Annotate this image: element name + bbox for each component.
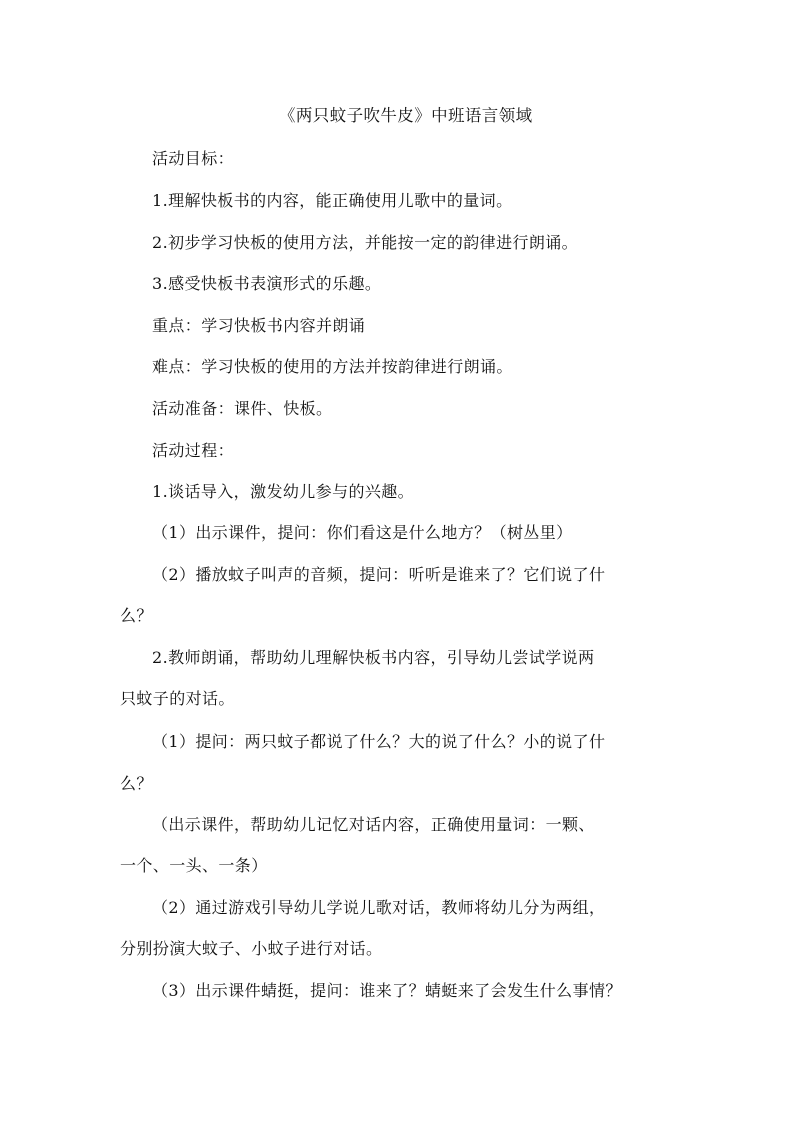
document-title: 《两只蚊子吹牛皮》中班语言领域 (279, 106, 533, 125)
step-1-heading: 1.谈话导入，激发幼儿参与的兴趣。 (152, 482, 415, 501)
step-2-heading-continued: 只蚊子的对话。 (120, 689, 235, 708)
step-2-item-2: （2）通过游戏引导幼儿学说儿歌对话，教师将幼儿分为两组， (152, 898, 606, 917)
objective-3: 3.感受快板书表演形式的乐趣。 (152, 274, 382, 293)
step-2-heading: 2.教师朗诵，帮助幼儿理解快板书内容，引导幼儿尝试学说两 (152, 648, 595, 667)
step-2-note-continued: 一个、一头、一条） (120, 856, 268, 875)
step-2-item-2-continued: 分别扮演大蚊子、小蚊子进行对话。 (120, 939, 383, 958)
step-1-item-2: （2）播放蚊子叫声的音频，提问：听听是谁来了？它们说了什 (152, 565, 606, 584)
step-2-note: （出示课件，帮助幼儿记忆对话内容，正确使用量词：一颗、 (152, 815, 595, 834)
objective-2: 2.初步学习快板的使用方法，并能按一定的韵律进行朗诵。 (152, 233, 579, 252)
objective-1: 1.理解快板书的内容，能正确使用儿歌中的量词。 (152, 191, 513, 210)
key-point: 重点：学习快板书内容并朗诵 (152, 316, 366, 335)
difficult-point: 难点：学习快板的使用的方法并按韵律进行朗诵。 (152, 357, 513, 376)
step-2-item-3: （3）出示课件蜻挺，提问：谁来了？蜻蜓来了会发生什么事情？ (152, 981, 622, 1000)
section-heading-objectives: 活动目标： (152, 149, 235, 168)
preparation: 活动准备：课件、快板。 (152, 399, 333, 418)
step-2-item-1: （1）提问：两只蚊子都说了什么？大的说了什么？小的说了什 (152, 732, 606, 751)
step-1-item-1: （1）出示课件，提问：你们看这是什么地方？（树丛里） (152, 523, 573, 542)
step-2-item-1-continued: 么？ (120, 774, 153, 793)
section-heading-process: 活动过程： (152, 441, 235, 460)
step-1-item-2-continued: 么？ (120, 606, 153, 625)
